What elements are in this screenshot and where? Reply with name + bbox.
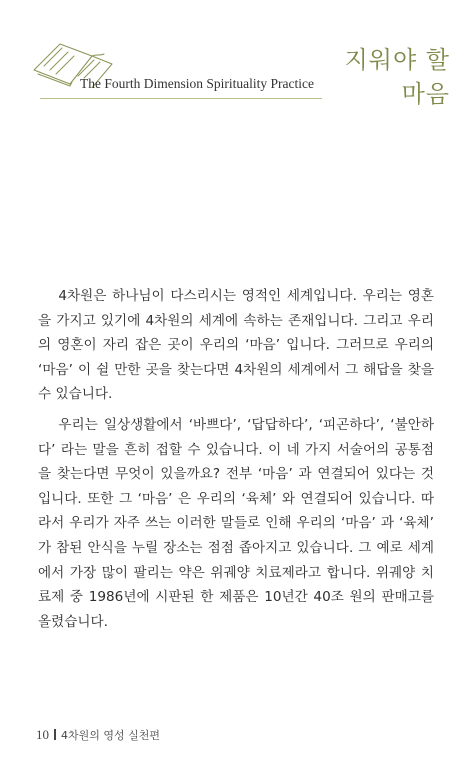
footer-divider <box>54 729 56 740</box>
header-divider <box>40 98 322 99</box>
page-footer <box>36 727 160 743</box>
body-text <box>38 284 434 634</box>
page-header <box>0 0 470 115</box>
paragraph: 4차원은 하나님이 다스리시는 영적인 세계입니다. 우리는 영혼을 가지고 있기에 4차원의 세계에 속하는 존재입니다. 그리고 우리의 영혼이 자리 잡은 곳이 우리의 ‘마음’ 입니다. 그러므로 우리의 ‘마음’ 이 쉴 만한 곳을 찾는다면 4차원의 세계에서 그 해답을 찾을 수 있습니다. <box>38 288 434 403</box>
book-series-subtitle: The Fourth Dimension Spirituality Practice <box>80 76 314 91</box>
page-number: 10 <box>36 727 49 742</box>
footer-book-title: 4차원의 영성 실천편 <box>61 729 160 742</box>
chapter-title: 지워야 할 <box>344 46 450 74</box>
chapter-title-line2: 마음 <box>401 80 450 108</box>
paragraph: 우리는 일상생활에서 ‘바쁘다’, ‘답답하다’, ‘피곤하다’, ‘불안하다’ 라는 말을 흔히 접할 수 있습니다. 이 네 가지 서술어의 공통점을 찾는다면 무엇이 있을까요? 전부 ‘마음’ 과 연결되어 있다는 것입니다. 또한 그 ‘마음’ 은 우리의 ‘육체’ 와 연결되어 있습니다. 따라서 우리가 자주 쓰는 이러한 말들로 인해 우리의 ‘마음’ 과 ‘육체’ 가 참된 안식을 누릴 장소는 점점 좁아지고 있습니다. 그 예로 세계에서 가장 많이 팔리는 약은 위궤양 치료제라고 합니다. 위궤양 치료제 중 1986년에 시판된 한 제품은 10년간 40조 원의 판매고를 올렸습니다. <box>38 416 434 630</box>
